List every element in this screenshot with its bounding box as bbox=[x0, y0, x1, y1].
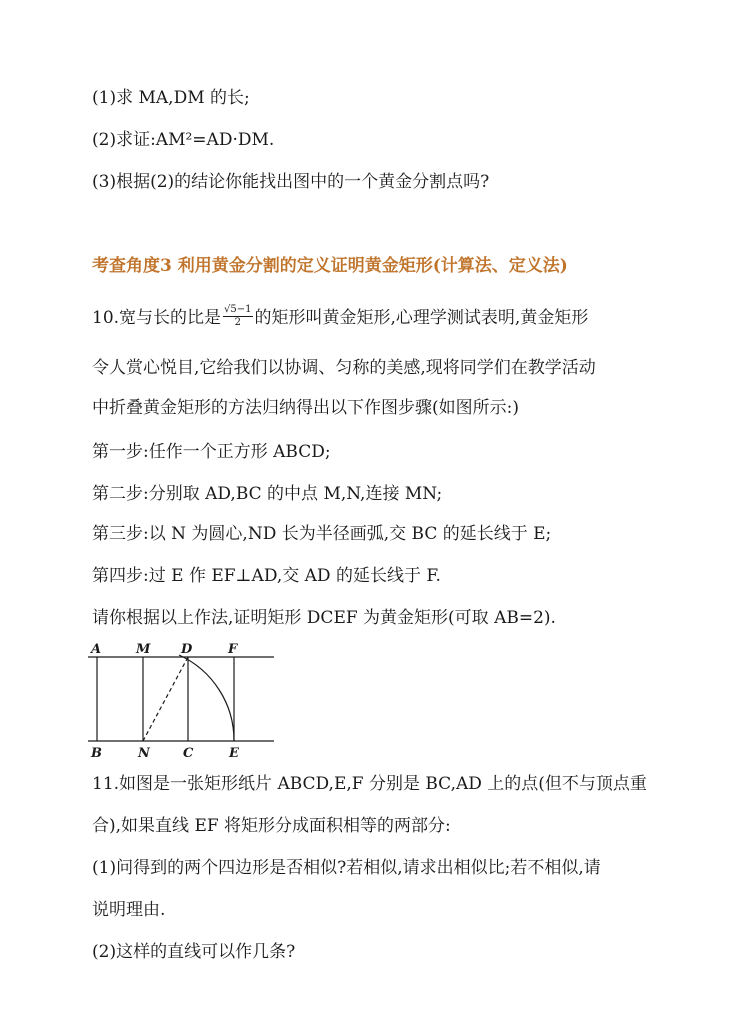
dashed-ND bbox=[143, 657, 188, 741]
label-A: A bbox=[91, 642, 102, 657]
problem-11-line-3: (1)问得到的两个四边形是否相似?若相似,请求出相似比;若不相似,请 bbox=[92, 858, 601, 878]
problem-11-line-2: 合),如果直线 EF 将矩形分成面积相等的两部分: bbox=[92, 816, 451, 836]
problem-10-line-3: 中折叠黄金矩形的方法归纳得出以下作图步骤(如图所示:) bbox=[92, 398, 519, 418]
label-D: D bbox=[181, 642, 193, 657]
golden-rectangle-figure bbox=[88, 640, 288, 762]
fraction-denominator: 2 bbox=[234, 317, 241, 328]
label-M: M bbox=[136, 642, 151, 657]
label-C: C bbox=[183, 746, 194, 761]
label-E: E bbox=[229, 746, 239, 761]
label-N: N bbox=[138, 746, 150, 761]
prove-instruction: 请你根据以上作法,证明矩形 DCEF 为黄金矩形(可取 AB=2). bbox=[92, 608, 556, 628]
step-3: 第三步:以 N 为圆心,ND 长为半径画弧,交 BC 的延长线于 E; bbox=[92, 524, 552, 544]
problem-10-line-1 bbox=[92, 306, 588, 331]
step-2: 第二步:分别取 AD,BC 的中点 M,N,连接 MN; bbox=[92, 484, 443, 504]
step-4: 第四步:过 E 作 EF⊥AD,交 AD 的延长线于 F. bbox=[92, 566, 441, 586]
problem-11-line-4: 说明理由. bbox=[92, 900, 166, 920]
question-1: (1)求 MA,DM 的长; bbox=[92, 88, 250, 108]
fraction-numerator: √5−1 bbox=[224, 304, 252, 315]
question-3: (3)根据(2)的结论你能找出图中的一个黄金分割点吗? bbox=[92, 172, 490, 192]
problem-10-line-2: 令人赏心悦目,它给我们以协调、匀称的美感,现将同学们在教学活动 bbox=[92, 358, 596, 378]
problem-10-text-b: 的矩形叫黄金矩形,心理学测试表明,黄金矩形 bbox=[254, 308, 589, 328]
arc-DE bbox=[179, 655, 234, 741]
step-1: 第一步:任作一个正方形 ABCD; bbox=[92, 442, 331, 462]
problem-11-line-1: 11.如图是一张矩形纸片 ABCD,E,F 分别是 BC,AD 上的点(但不与顶点重 bbox=[92, 774, 647, 794]
problem-10-text-a: 10.宽与长的比是 bbox=[92, 308, 222, 328]
label-B: B bbox=[91, 746, 102, 761]
golden-ratio-fraction bbox=[223, 304, 252, 329]
question-2: (2)求证:AM²=AD·DM. bbox=[92, 130, 275, 150]
label-F: F bbox=[228, 642, 238, 657]
problem-11-line-5: (2)这样的直线可以作几条? bbox=[92, 942, 296, 962]
section-heading: 考查角度3 利用黄金分割的定义证明黄金矩形(计算法、定义法) bbox=[92, 256, 568, 276]
